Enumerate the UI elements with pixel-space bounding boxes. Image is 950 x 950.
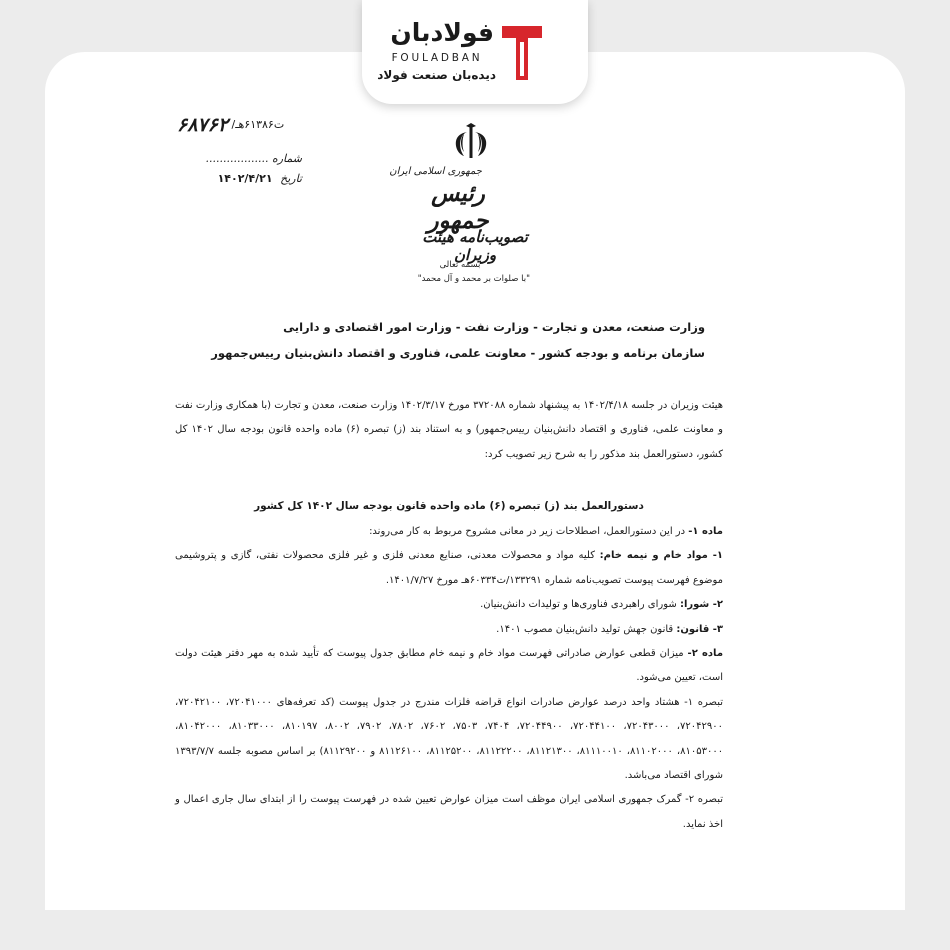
definition-3 — [175, 618, 723, 642]
shomare-label: شماره — [271, 152, 302, 165]
definition-1-text: کلیه مواد و محصولات معدنی، صنایع معدنی فلزی و غیر فلزی محصولات نفتی، گازی و پتروشیمی موضوع فهرست پیوست تصویب‌نامه شماره ۱۳۳۲۹۱/ت۶۰۳۳۴هـ مورخ ۱۴۰۱/۷/۲۷. — [175, 550, 723, 586]
document-number-small: /ت۶۱۳۸۶هـ — [231, 118, 285, 131]
intro-text: هیئت وزیران در جلسه ۱۴۰۲/۴/۱۸ به پیشنهاد شماره ۳۷۲۰۸۸ مورخ ۱۴۰۲/۳/۱۷ وزارت صنعت، معدن و تجارت (با همکاری وزارت نفت و معاونت علمی، فناوری و اقتصاد دانش‌بنیان رییس‌جمهور) و به استناد بند (ز) تبصره (۶) ماده واحده قانون بودجه سال ۱۴۰۲ کل کشور، دستورالعمل بند مذکور را به شرح زیر تصویب کرد: — [175, 400, 724, 460]
definition-2-label: ۲- شورا: — [679, 599, 723, 611]
intro-paragraph — [175, 394, 723, 467]
iran-emblem-icon — [450, 122, 492, 164]
definition-1-label: ۱- مواد خام و نیمه خام: — [599, 550, 723, 562]
logo-slogan: دیده‌بان صنعت فولاد — [377, 68, 496, 82]
logo-name: فولادبان — [390, 18, 494, 47]
article-1-text: در این دستورالعمل، اصطلاحات زیر در معانی مشروح مربوط به کار می‌روند: — [369, 526, 689, 537]
definition-1 — [175, 544, 723, 593]
recipients-line-1: وزارت صنعت، معدن و تجارت - وزارت نفت - وزارت امور اقتصادی و دارایی — [283, 320, 705, 334]
tarikh-field — [172, 172, 302, 185]
article-1 — [175, 520, 723, 544]
definition-2-text: شورای راهبردی فناوری‌ها و تولیدات دانش‌بنیان. — [480, 599, 680, 611]
republic-title: جمهوری اسلامی ایران — [389, 166, 482, 177]
fouladban-logo-icon — [498, 22, 546, 84]
tarikh-label: تاریخ — [280, 172, 302, 185]
document-number-big: ۶۸۷۶۲ — [177, 114, 229, 136]
note-1: تبصره ۱- هشتاد واحد درصد عوارض صادرات انواع قراضه فلزات مندرج در جدول پیوست (کد تعرفه‌های ۷۲۰۴۱۰۰۰، ۷۲۰۴۲۱۰۰، ۷۲۰۴۲۹۰۰، ۷۲۰۴۳۰۰۰، ۷۲۰۴۴۱۰۰، ۷۲۰۴۴۹۰۰، ۷۴۰۴، ۷۵۰۳، ۷۶۰۲، ۷۸۰۲، ۷۹۰۲، ۸۰۰۲، ۸۱۰۱۹۷، ۸۱۰۳۳۰۰۰، ۸۱۰۴۲۰۰۰، ۸۱۰۵۳۰۰۰، ۸۱۱۰۲۰۰۰، ۸۱۱۱۰۰۱۰، ۸۱۱۲۱۳۰۰، ۸۱۱۲۲۲۰۰، ۸۱۱۲۵۲۰۰، ۸۱۱۲۶۱۰۰ و ۸۱۱۲۹۲۰۰) بر اساس مصوبه جلسه ۱۳۹۳/۷/۷ شورای اقتصاد می‌باشد. — [175, 696, 724, 782]
definition-3-text: قانون جهش تولید دانش‌بنیان مصوب ۱۴۰۱. — [496, 623, 677, 635]
tarikh-value: ۱۴۰۲/۴/۲۱ — [217, 172, 273, 185]
approval-title: تصویب‌نامه هیئت وزیران — [422, 228, 528, 264]
note-2: تبصره ۲- گمرک جمهوری اسلامی ایران موظف است میزان عوارض تعیین شده در فهرست پیوست را از ابتدای سال جاری اعمال و اخذ نماید. — [175, 794, 723, 830]
article-1-label: ماده ۱- — [688, 526, 723, 537]
bism-text: بسمه تعالی — [439, 260, 481, 270]
articles-block — [175, 520, 723, 837]
salavat-text: "با صلوات بر محمد و آل محمد" — [417, 274, 530, 284]
article-2 — [175, 642, 723, 691]
shomare-dots: .................. — [205, 152, 269, 165]
logo-latin: FOULADBAN — [391, 52, 483, 64]
definition-2 — [175, 593, 723, 617]
definition-3-label: ۳- قانون: — [676, 623, 723, 635]
president-title: رئیس جمهور — [427, 180, 489, 234]
shomare-field — [172, 152, 302, 165]
article-2-label: ماده ۲- — [687, 648, 724, 660]
recipients-line-2: سازمان برنامه و بودجه کشور - معاونت علمی، فناوری و اقتصاد دانش‌بنیان رییس‌جمهور — [211, 346, 705, 360]
document-number — [175, 114, 284, 136]
article-2-text: میزان قطعی عوارض صادراتی فهرست مواد خام و نیمه خام مطابق جدول پیوست که تأیید شده به مهر دفتر هیئت دولت است، تعیین می‌شود. — [175, 648, 723, 684]
instruction-title: دستورالعمل بند (ز) تبصره (۶) ماده واحده قانون بودجه سال ۱۴۰۲ کل کشور — [254, 500, 644, 512]
